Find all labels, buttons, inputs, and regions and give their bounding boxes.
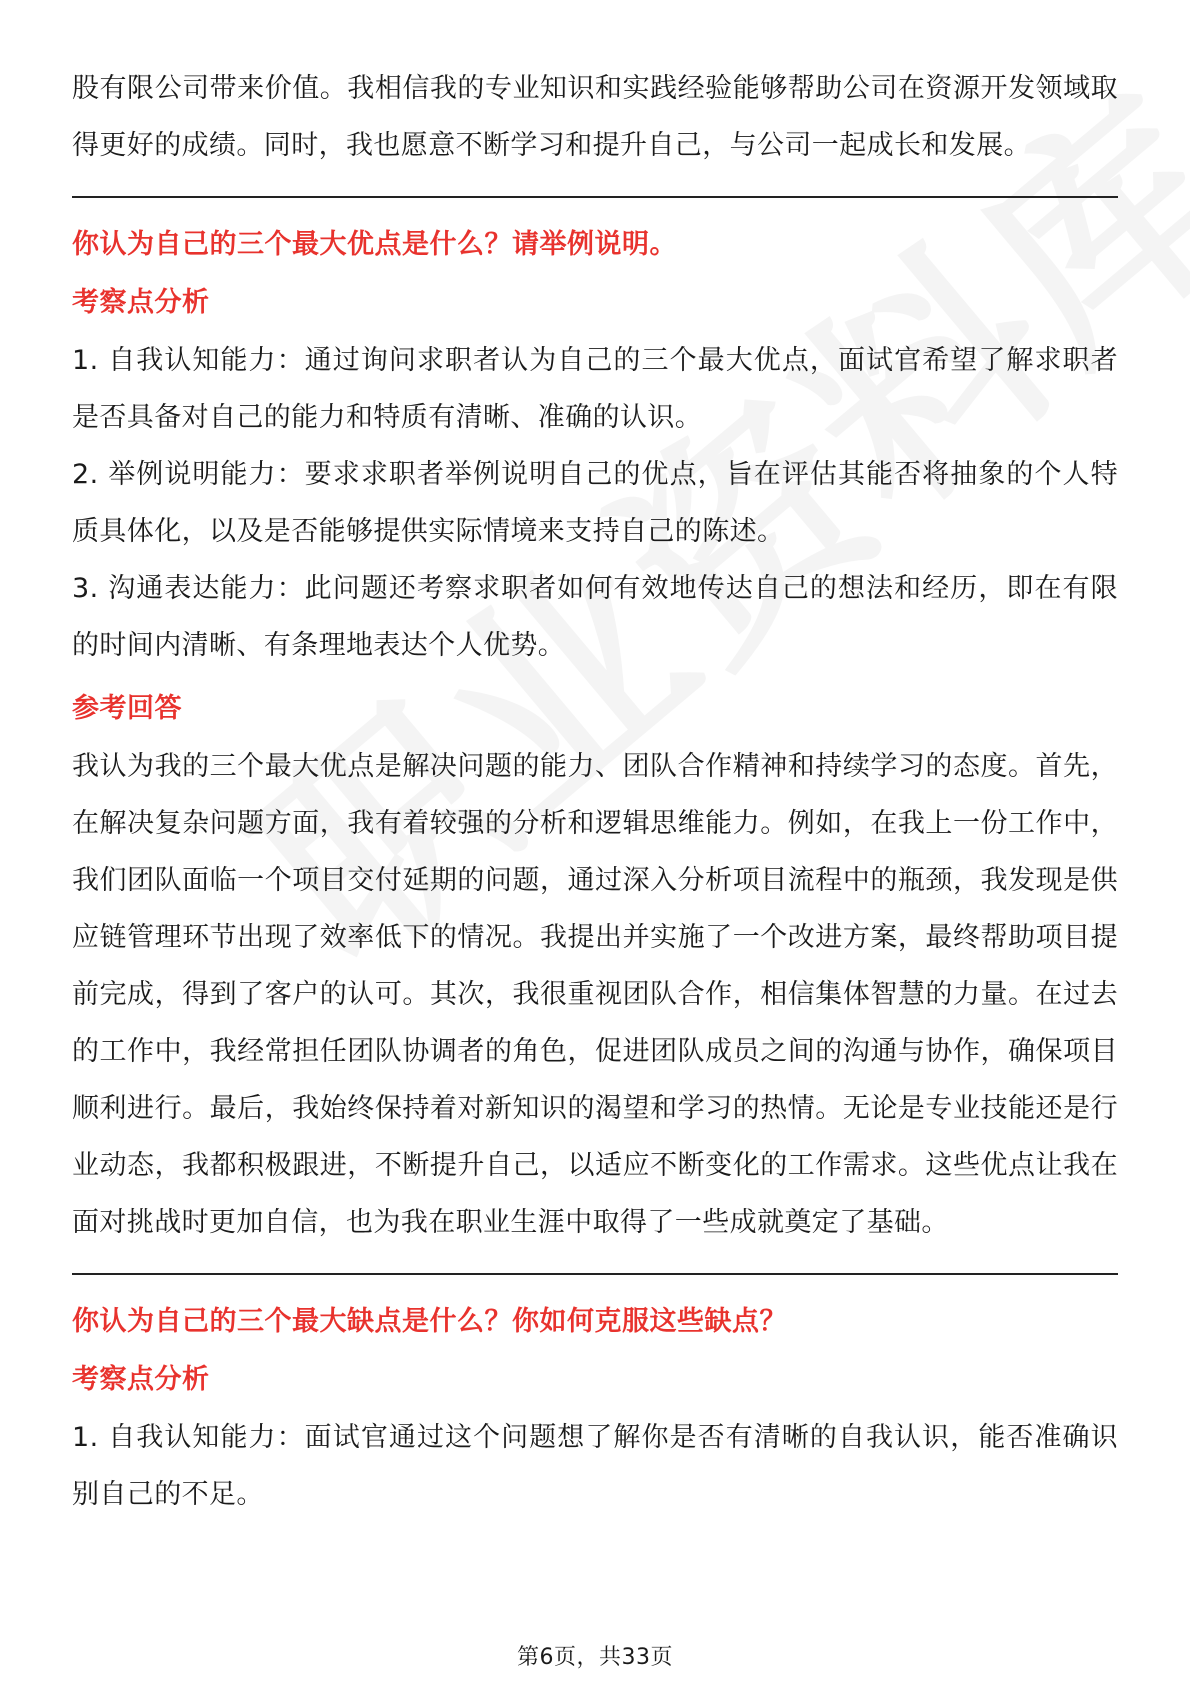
analysis-heading: 考察点分析 (72, 287, 210, 318)
analysis-heading: 考察点分析 (72, 1364, 210, 1395)
analysis-item: 1. 自我认知能力：面试官通过这个问题想了解你是否有清晰的自我认识，能否准确识别自己的不足。 (72, 1422, 1118, 1510)
section-divider (72, 196, 1118, 198)
page-content (72, 60, 1118, 1523)
analysis-item: 2. 举例说明能力：要求求职者举例说明自己的优点，旨在评估其能否将抽象的个人特质具体化，以及是否能够提供实际情境来支持自己的陈述。 (72, 459, 1118, 547)
answer-paragraph: 我认为我的三个最大优点是解决问题的能力、团队合作精神和持续学习的态度。首先，在解决复杂问题方面，我有着较强的分析和逻辑思维能力。例如，在我上一份工作中，我们团队面临一个项目交付延期的问题，通过深入分析项目流程中的瓶颈，我发现是供应链管理环节出现了效率低下的情况。我提出并实施了一个改进方案，最终帮助项目提前完成，得到了客户的认可。其次，我很重视团队合作，相信集体智慧的力量。在过去的工作中，我经常担任团队协调者的角色，促进团队成员之间的沟通与协作，确保项目顺利进行。最后，我始终保持着对新知识的渴望和学习的热情。无论是专业技能还是行业动态，我都积极跟进，不断提升自己，以适应不断变化的工作需求。这些优点让我在面对挑战时更加自信，也为我在职业生涯中取得了一些成就奠定了基础。 (72, 751, 1118, 1238)
analysis-item: 1. 自我认知能力：通过询问求职者认为自己的三个最大优点，面试官希望了解求职者是否具备对自己的能力和特质有清晰、准确的认识。 (72, 345, 1118, 433)
analysis-item: 3. 沟通表达能力：此问题还考察求职者如何有效地传达自己的想法和经历，即在有限的时间内清晰、有条理地表达个人优势。 (72, 573, 1118, 661)
section-divider (72, 1273, 1118, 1275)
page-footer: 第6页，共33页 (517, 1645, 673, 1670)
question-strengths: 你认为自己的三个最大优点是什么？请举例说明。 (72, 229, 677, 260)
intro-paragraph: 股有限公司带来价值。我相信我的专业知识和实践经验能够帮助公司在资源开发领域取得更好的成绩。同时，我也愿意不断学习和提升自己，与公司一起成长和发展。 (72, 73, 1118, 161)
question-weaknesses: 你认为自己的三个最大缺点是什么？你如何克服这些缺点？ (72, 1306, 787, 1337)
answer-heading: 参考回答 (72, 693, 182, 724)
